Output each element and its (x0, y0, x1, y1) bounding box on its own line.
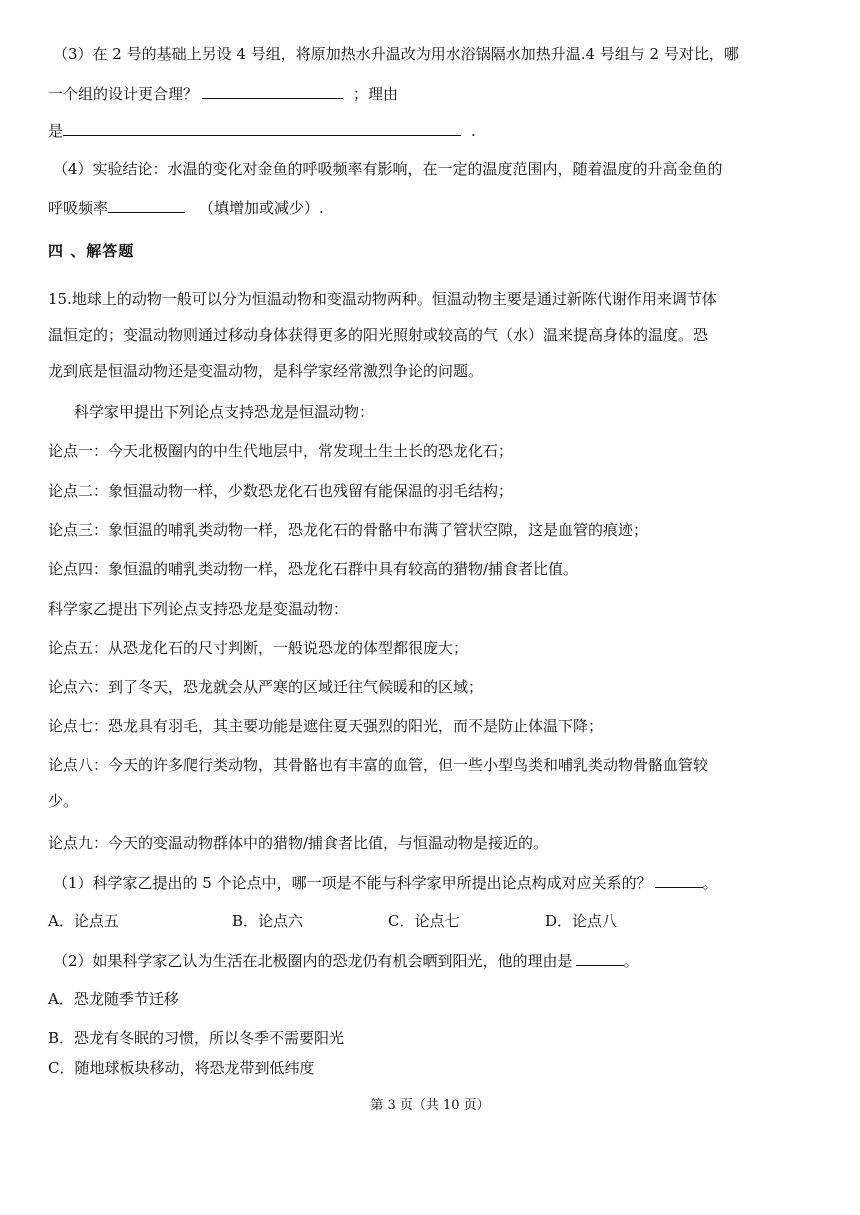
sub1-end: 。 (702, 874, 718, 892)
sub1-question (53, 872, 718, 893)
point-8-line1: 论点八：今天的许多爬行类动物，其骨骼也有丰富的血管，但一些小型鸟类和哺乳类动物骨骼血管较 (48, 756, 709, 774)
page-footer: 第 3 页（共 10 页） (370, 1098, 490, 1113)
sub1-option-a[interactable]: A．论点五 (48, 912, 119, 930)
section-heading: 四 、解答题 (48, 242, 135, 260)
q4-line1: （4）实验结论：水温的变化对金鱼的呼吸频率有影响，在一定的温度范围内，随着温度的升高金鱼的 (53, 160, 723, 178)
point-4: 论点四：象恒温的哺乳类动物一样，恐龙化石群中具有较高的猎物/捕食者比值。 (48, 560, 579, 578)
sub1-text: （1）科学家乙提出的 5 个论点中，哪一项是不能与科学家甲所提出论点构成对应关系的？ (53, 874, 652, 892)
point-6: 论点六：到了冬天，恐龙就会从严寒的区域迁往气候暖和的区域； (48, 678, 484, 696)
q3-prompt: 一个组的设计更合理？ (48, 85, 199, 103)
sub1-option-b[interactable]: B．论点六 (232, 912, 304, 930)
sub2-answer-blank[interactable] (576, 950, 624, 966)
q15-intro-line3: 龙到底是恒温动物还是变温动物，是科学家经常激烈争论的问题。 (48, 362, 484, 380)
q4-prompt: 呼吸频率 (48, 199, 109, 217)
point-9: 论点九：今天的变温动物群体中的猎物/捕食者比值，与恒温动物是接近的。 (48, 834, 549, 852)
q4-line2 (48, 197, 324, 218)
sub1-option-d[interactable]: D．论点八 (545, 912, 618, 930)
sub2-question (53, 950, 639, 971)
point-5: 论点五：从恐龙化石的尺寸判断，一般说恐龙的体型都很庞大； (48, 639, 469, 657)
q4-hint: （填增加或减少）. (199, 199, 324, 217)
point-2: 论点二：象恒温动物一样，少数恐龙化石也残留有能保温的羽毛结构； (48, 482, 514, 500)
q15-intro-line1: 15.地球上的动物一般可以分为恒温动物和变温动物两种。恒温动物主要是通过新陈代谢作用来调节体 (48, 290, 717, 308)
point-7: 论点七：恐龙具有羽毛，其主要功能是遮住夏天强烈的阳光，而不是防止体温下降； (48, 717, 604, 735)
scientist-b-intro: 科学家乙提出下列论点支持恐龙是变温动物： (48, 600, 349, 618)
sub2-text: （2）如果科学家乙认为生活在北极圈内的恐龙仍有机会晒到阳光，他的理由是 (53, 952, 573, 970)
sub1-answer-blank[interactable] (655, 872, 703, 888)
point-3: 论点三：象恒温的哺乳类动物一样，恐龙化石的骨骼中布满了管状空隙，这是血管的痕迹； (48, 521, 649, 539)
q3-reason-label: ；理由 (353, 85, 399, 103)
q15-intro-line2: 温恒定的；变温动物则通过移动身体获得更多的阳光照射或较高的气（水）温来提高身体的温度。恐 (48, 326, 709, 344)
q4-answer-blank[interactable] (108, 197, 185, 213)
q3-line3 (48, 120, 476, 141)
q3-line1: （3）在 2 号的基础上另设 4 号组，将原加热水升温改为用水浴锅隔水加热升温.4 号组与 2 号对比，哪 (53, 45, 739, 63)
q3-period: . (471, 122, 476, 140)
sub1-option-c[interactable]: C．论点七 (388, 912, 460, 930)
sub2-end: 。 (623, 952, 639, 970)
sub2-option-c[interactable]: C．随地球板块移动，将恐龙带到低纬度 (48, 1059, 315, 1077)
q3-line2 (48, 83, 398, 104)
q3-answer-blank[interactable] (202, 83, 343, 99)
sub2-option-a[interactable]: A．恐龙随季节迁移 (48, 990, 179, 1008)
point-1: 论点一：今天北极圈内的中生代地层中，常发现土生土长的恐龙化石； (48, 442, 514, 460)
sub2-option-b[interactable]: B．恐龙有冬眠的习惯，所以冬季不需要阳光 (48, 1029, 345, 1047)
q3-reason-blank[interactable] (63, 120, 461, 136)
point-8-line2: 少。 (48, 792, 79, 810)
scientist-a-intro: 科学家甲提出下列论点支持恐龙是恒温动物： (74, 403, 375, 421)
q3-reason-prefix: 是 (48, 122, 64, 140)
